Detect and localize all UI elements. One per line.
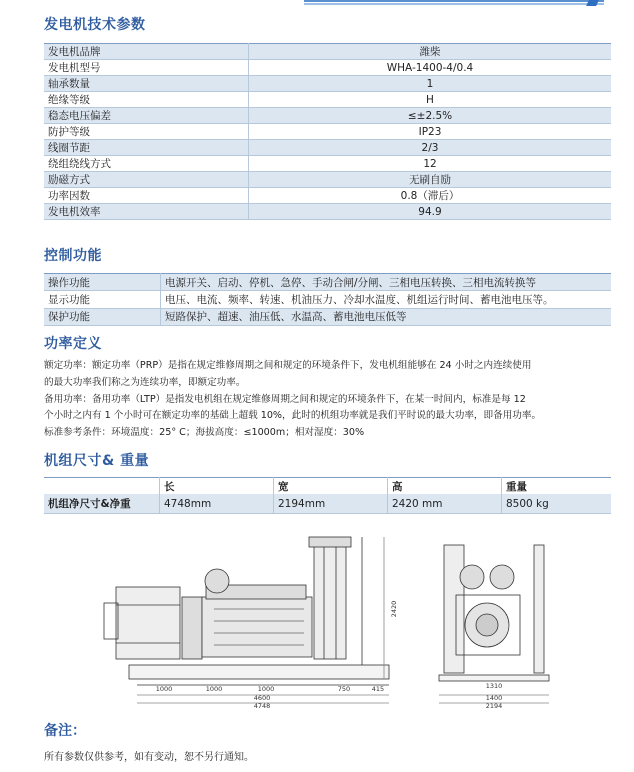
dims-header-row [44,478,611,495]
tech-row-key: 线圈节距 [44,140,249,156]
tech-row-value: WHA-1400-4/0.4 [249,60,612,76]
tech-row-value: 2/3 [249,140,612,156]
dims-header-width: 宽 [274,478,388,495]
tech-row-key: 发电机效率 [44,204,249,220]
tech-row-value: 无刷自励 [249,172,612,188]
tech-row-key: 功率因数 [44,188,249,204]
dims-length-value: 4748mm [160,494,274,514]
side-dim-label: 415 [371,685,385,693]
tech-row [44,204,611,220]
note-title: 备注： [44,723,86,739]
tech-row-value: H [249,92,612,108]
side-overall-label: 4600 [253,694,271,702]
side-dim-label: 750 [337,685,351,693]
side-dim-label: 1000 [257,685,275,693]
tech-row-key: 发电机型号 [44,60,249,76]
power-def-line: 备用功率：备用功率（LTP）是指发电机组在规定维修周期之间和规定的环境条件下，在某一时间内，标准是每 12 [44,393,526,405]
control-row [44,308,611,325]
tech-row [44,188,611,204]
power-definition-title: 功率定义 [44,336,102,352]
dims-table [44,477,611,514]
dims-data-row [44,494,611,514]
tech-row-key: 绝缘等级 [44,92,249,108]
power-def-line: 额定功率：额定功率（PRP）是指在规定维修周期之间和规定的环境条件下，发电机组能够在 24 小时之内连续使用 [44,360,532,371]
tech-row-key: 绕组绕线方式 [44,156,249,172]
side-height-label: 2420 [390,600,398,618]
tech-row-value: IP23 [249,124,612,140]
genset-drawings [44,525,611,710]
control-functions-title: 控制功能 [44,248,102,264]
control-row-key: 显示功能 [44,291,161,308]
control-row-value: 电源开关、启动、停机、急停、手动合闸/分闸、三相电压转换、三相电流转换等 [161,274,612,291]
control-row-key: 操作功能 [44,274,161,291]
front-dim-label: 1400 [485,694,503,702]
dims-header-cell [44,478,160,495]
tech-params-table [44,43,611,220]
power-def-line: 的最大功率我们称之为连续功率，即额定功率。 [44,376,246,388]
control-row-value: 短路保护、超速、油压低、水温高、蓄电池电压低等 [161,308,612,325]
control-functions-table [44,273,611,326]
tech-row [44,156,611,172]
tech-row [44,108,611,124]
tech-row-value: 1 [249,76,612,92]
tech-params-title: 发电机技术参数 [44,17,146,33]
side-view-drawing [104,537,389,703]
tech-row [44,76,611,92]
tech-row-value: 潍柴 [249,44,612,60]
power-def-line: 标准参考条件：环境温度：25° C；海拔高度：≤1000m；相对湿度：30% [44,427,365,439]
dims-header-height: 高 [388,478,502,495]
tech-row-value: 0.8（滞后） [249,188,612,204]
control-row-key: 保护功能 [44,308,161,325]
dims-weight-value: 8500 kg [502,494,612,514]
tech-row-key: 励磁方式 [44,172,249,188]
tech-row-value: ≤±2.5% [249,108,612,124]
tech-row-key: 轴承数量 [44,76,249,92]
dims-row-label: 机组净尺寸&净重 [44,494,160,514]
front-dim-label: 2194 [485,702,503,710]
tech-row-key: 发电机品牌 [44,44,249,60]
tech-row-value: 12 [249,156,612,172]
tech-row [44,124,611,140]
tech-row-value: 94.9 [249,204,612,220]
tech-row [44,60,611,76]
side-overall-label: 4748 [253,702,271,710]
tech-row-key: 稳态电压偏差 [44,108,249,124]
dims-height-value: 2420 mm [388,494,502,514]
header-decoration [304,0,604,6]
tech-row [44,92,611,108]
control-row [44,291,611,308]
tech-row [44,172,611,188]
control-row [44,274,611,291]
note-text: 所有参数仅供参考，如有变动，恕不另行通知。 [44,752,254,763]
side-dim-label: 1000 [205,685,223,693]
tech-row [44,44,611,60]
dims-header-weight: 重量 [502,478,612,495]
tech-row [44,140,611,156]
power-definition-text [44,358,610,442]
dims-width-value: 2194mm [274,494,388,514]
genset-outline-drawing [44,525,611,710]
control-row-value: 电压、电流、频率、转速、机油压力、冷却水温度、机组运行时间、蓄电池电压等。 [161,291,612,308]
tech-row-key: 防护等级 [44,124,249,140]
dims-weight-title: 机组尺寸& 重量 [44,453,150,469]
front-view-drawing [439,545,549,703]
power-def-line: 个小时之内有 1 个小时可在额定功率的基础上超载 10%，此时的机组功率就是我们平时说的最大功率，即备用功率。 [44,410,542,422]
front-dim-label: 1310 [485,682,503,690]
side-dim-label: 1000 [155,685,173,693]
dims-header-length: 长 [160,478,274,495]
